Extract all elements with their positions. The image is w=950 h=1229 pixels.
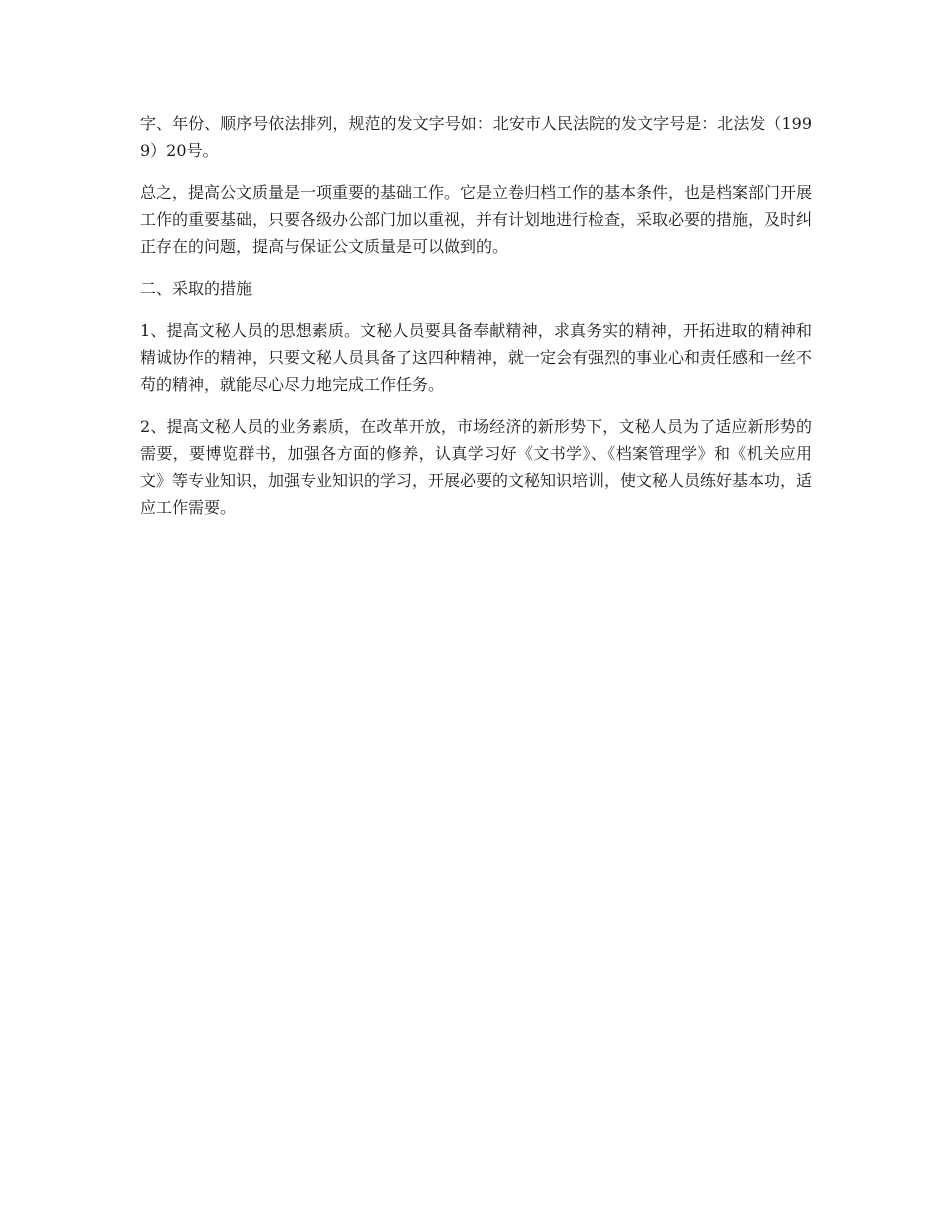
document-body [140, 110, 812, 536]
paragraph-continued: 字、年份、顺序号依法排列，规范的发文字号如：北安市人民法院的发文字号是：北法发（1999）20号。 [140, 114, 812, 160]
section-heading: 二、采取的措施 [140, 279, 253, 298]
paragraph-measure-2: 2、提高文秘人员的业务素质，在改革开放，市场经济的新形势下，文秘人员为了适应新形势的需要，要博览群书，加强各方面的修养，认真学习好《文书学》、《档案管理学》和《机关应用文》等专业知识，加强专业知识的学习，开展必要的文秘知识培训，使文秘人员练好基本功，适应工作需要。 [140, 417, 813, 517]
paragraph-summary: 总之，提高公文质量是一项重要的基础工作。它是立卷归档工作的基本条件，也是档案部门开展工作的重要基础，只要各级办公部门加以重视，并有计划地进行检查，采取必要的措施，及时纠正存在的问题，提高与保证公文质量是可以做到的。 [140, 183, 813, 256]
paragraph-measure-1: 1、提高文秘人员的思想素质。文秘人员要具备奉献精神，求真务实的精神，开拓进取的精神和精诚协作的精神，只要文秘人员具备了这四种精神，就一定会有强烈的事业心和责任感和一丝不苟的精神，就能尽心尽力地完成工作任务。 [140, 321, 813, 394]
